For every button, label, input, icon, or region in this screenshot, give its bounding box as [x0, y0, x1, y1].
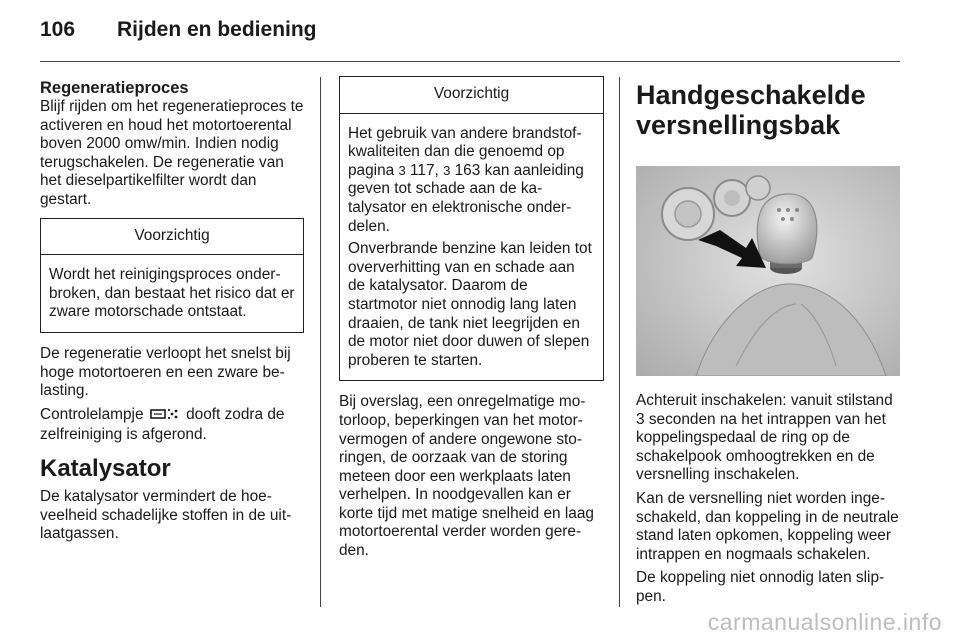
fuel-quality-text — [348, 125, 595, 237]
caution-text: Wordt het reinigingsproces onderbroken, dan bestaat het risico dat er zware motorschade ontstaat. — [49, 266, 295, 321]
page-reference-icon: 3 — [398, 162, 406, 178]
lamp-text-before: Controlelampje — [40, 405, 144, 423]
catalytic-converter-heading: Katalysator — [40, 454, 171, 482]
clutch-slip-text: De koppeling niet onnodig laten slippen. — [636, 569, 885, 605]
header-rule — [40, 61, 900, 62]
caution-body-2 — [340, 114, 603, 381]
page-ref-117[interactable]: 117, — [410, 161, 439, 179]
lamp-paragraph — [40, 406, 304, 445]
fuel-quality-text-a: Het gebruik van andere brandstofkwaliteiten dan die genoemd op pagina — [348, 124, 582, 179]
column-divider-1 — [320, 77, 321, 607]
chapter-title: Rijden en bediening — [117, 18, 317, 41]
column-divider-2 — [619, 77, 620, 607]
catalytic-converter-text: De katalysator vermindert de hoeveelheid schadelijke stoffen in de uitlaatgassen. — [40, 487, 292, 543]
page-reference-icon: 3 — [443, 162, 451, 178]
watermark: carmanualsonline.info — [707, 609, 942, 635]
column-3 — [636, 80, 902, 612]
page-number: 106 — [40, 18, 76, 41]
gear-lever-illustration — [636, 166, 900, 376]
gear-knob-image — [636, 166, 900, 376]
regeneration-fast-text: De regeneratie verloopt het snelst bij hoge motortoeren en een zware belasting. — [40, 344, 291, 400]
unburned-fuel-text: Onverbrande benzine kan leiden tot oververhitting van en schade aan de katalysator. Daarom de startmotor niet onnodig lang laten draaien, de tank niet leegrijden en de motor niet door duwen of slepen proberen te starten. — [348, 240, 592, 369]
caution-body — [41, 255, 303, 332]
gear-engage-text: Kan de versnelling niet worden ingeschakeld, dan koppeling in de neutrale stand laten opkomen, koppeling weer intrappen en nogmaals schakelen. — [636, 489, 899, 563]
manual-transmission-heading: Handgeschakelde versnellingsbak — [636, 80, 866, 140]
misfire-text: Bij overslag, een onregelmatige motorloop, beperkingen van het motorvermogen of andere ongewone storingen, de oorzaak van de storing meteen door een werkplaats laten verhelpen. In noodgevallen kan er korte tijd met matige snelheid en laag motortoerental verder worden gereden. — [339, 393, 594, 560]
caution-title-2: Voorzichtig — [340, 77, 603, 114]
lamp-text-after: dooft zodra de zelfreiniging is afgerond. — [40, 405, 285, 444]
dpf-warning-lamp-icon — [150, 407, 180, 427]
page-ref-163-text: 163 kan aanleiding geven tot schade aan de katalysator en elektronische onderdelen. — [348, 161, 584, 235]
caution-box-1 — [40, 218, 304, 333]
regeneration-heading: Regeneratieproces — [40, 79, 189, 97]
column-1 — [40, 79, 304, 549]
regeneration-text: Blijf rijden om het regeneratieproces te activeren en houd het motortoerental boven 2000 omw/min. Indien nodig terugschakelen. De regeneratie van het dieselpartikelfilter wordt dan gestart. — [40, 98, 304, 208]
column-2 — [339, 79, 604, 566]
caution-box-2 — [339, 76, 604, 381]
reverse-gear-text: Achteruit inschakelen: vanuit stilstand 3 seconden na het intrappen van het koppelingspedaal de ring op de schakelpook omhoogtrekken en de versnelling inschakelen. — [636, 392, 893, 484]
caution-title: Voorzichtig — [41, 219, 303, 256]
page-header — [40, 18, 900, 48]
